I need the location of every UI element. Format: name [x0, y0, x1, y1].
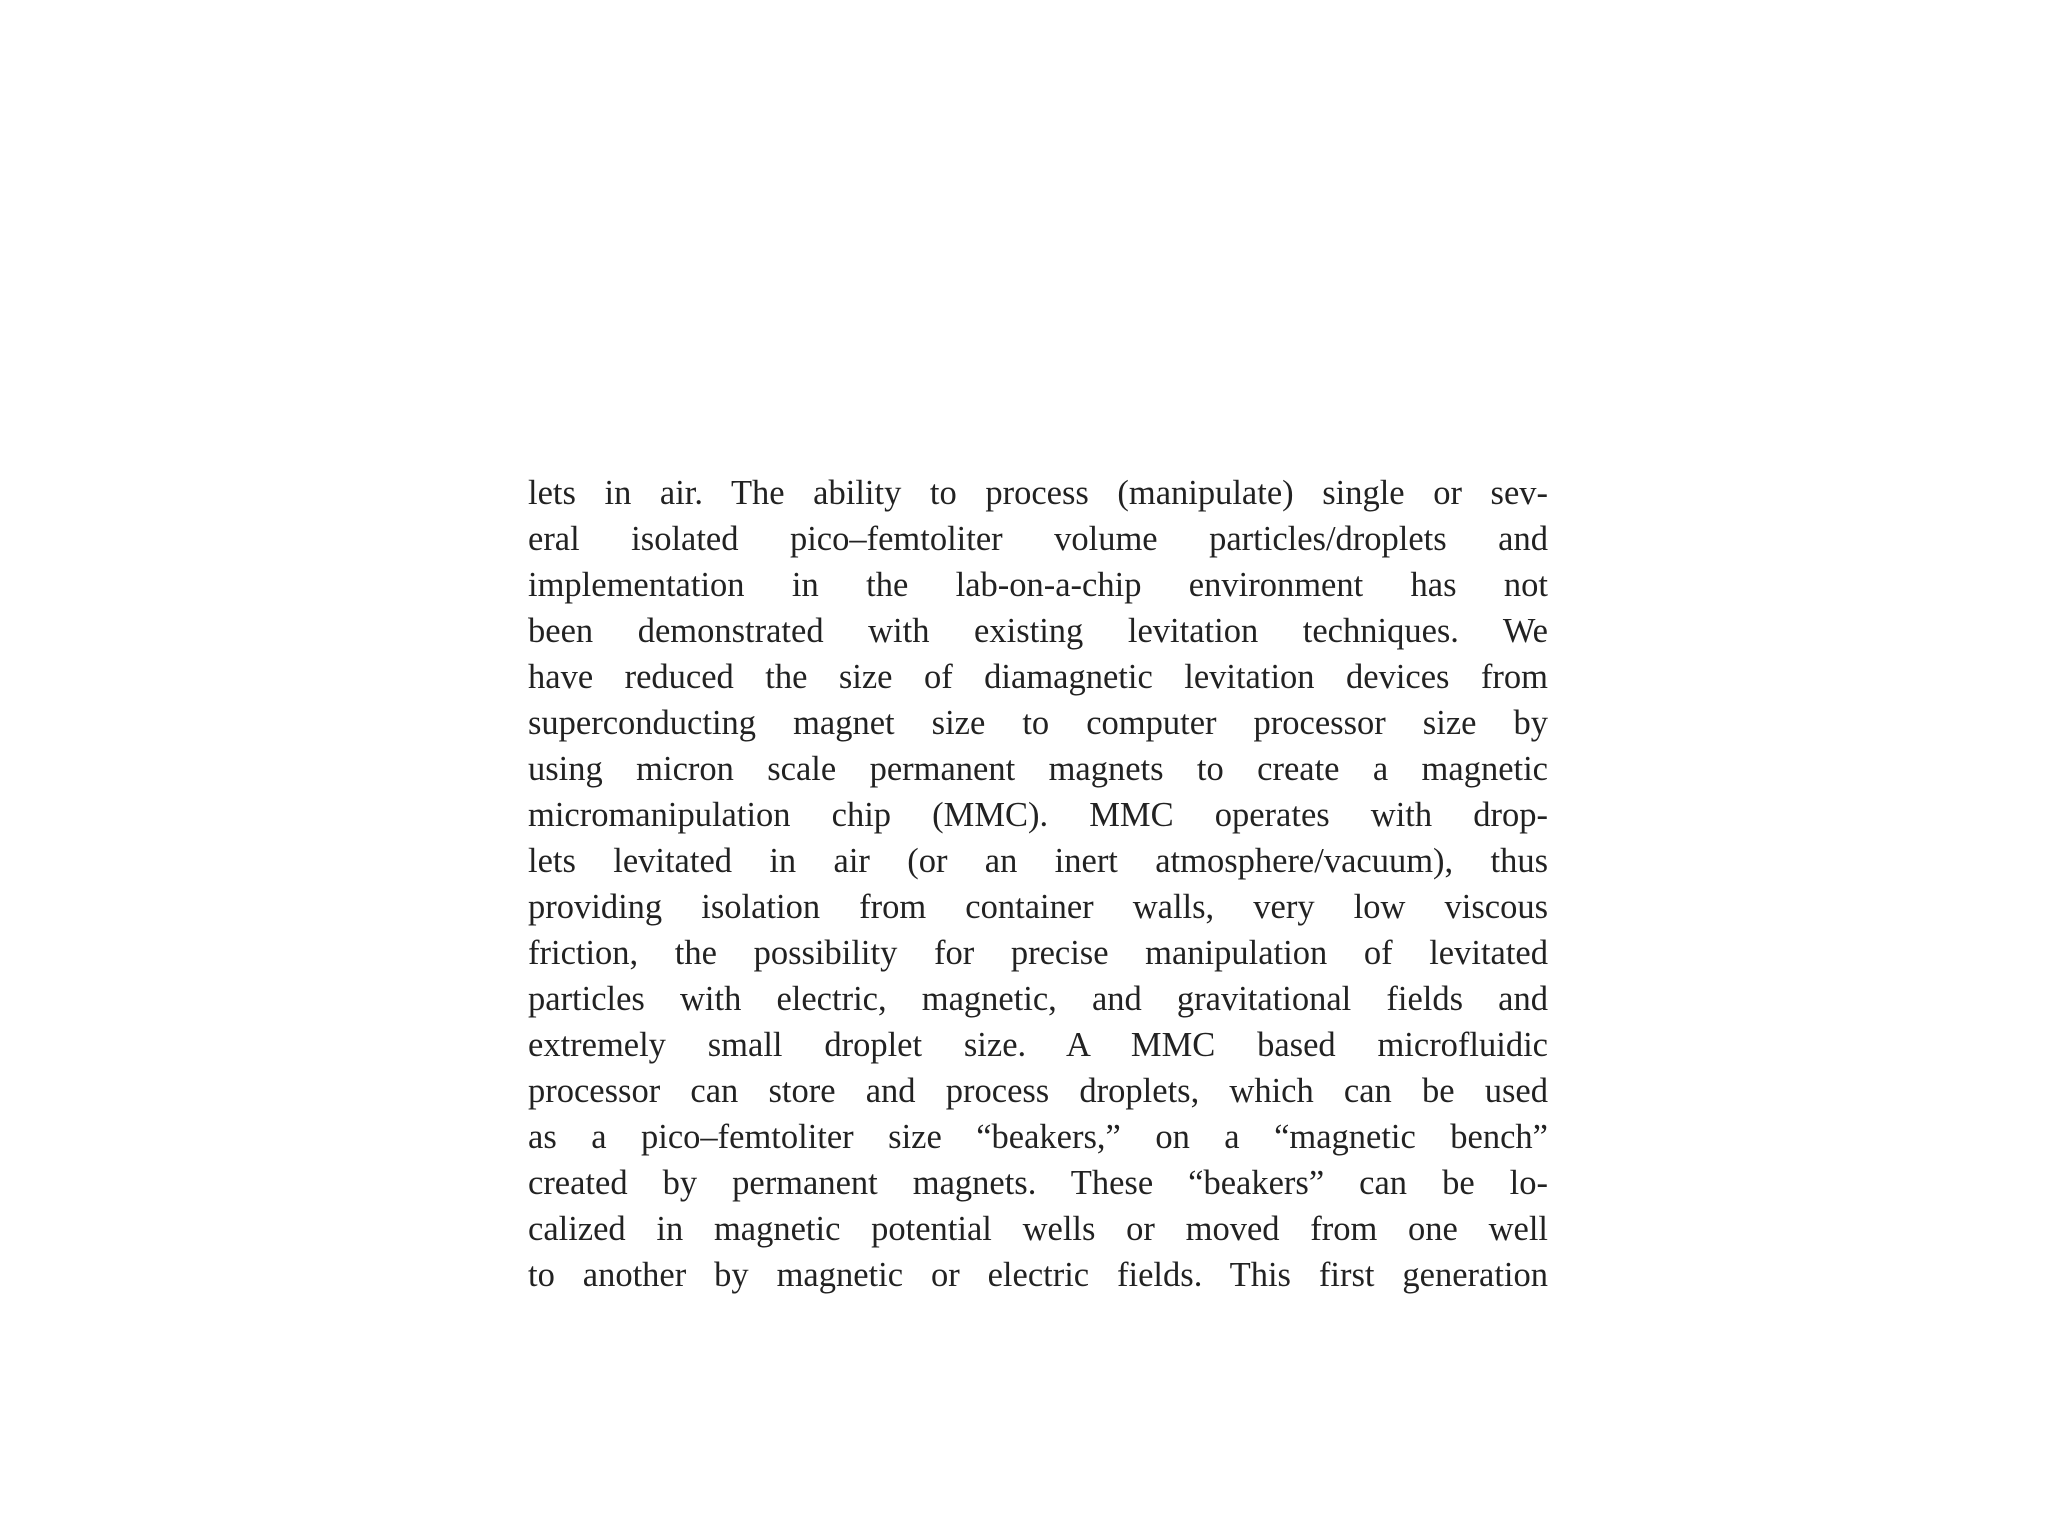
- text-line: been demonstrated with existing levitation techniques. We: [528, 612, 1548, 650]
- text-line: as a pico–femtoliter size “beakers,” on a “magnetic bench”: [528, 1118, 1548, 1156]
- body-paragraph: [528, 470, 1548, 1298]
- text-line: to another by magnetic or electric fields. This first generation: [528, 1256, 1548, 1294]
- text-line: particles with electric, magnetic, and gravitational fields and: [528, 980, 1548, 1018]
- text-line: providing isolation from container walls, very low viscous: [528, 888, 1548, 926]
- text-line: created by permanent magnets. These “beakers” can be lo-: [528, 1164, 1548, 1202]
- text-line: micromanipulation chip (MMC). MMC operates with drop-: [528, 796, 1548, 834]
- text-line: lets levitated in air (or an inert atmosphere/vacuum), thus: [528, 842, 1548, 880]
- text-line: calized in magnetic potential wells or moved from one well: [528, 1210, 1548, 1248]
- text-line: friction, the possibility for precise manipulation of levitated: [528, 934, 1548, 972]
- text-line: implementation in the lab-on-a-chip environment has not: [528, 566, 1548, 604]
- text-line: lets in air. The ability to process (manipulate) single or sev-: [528, 474, 1548, 512]
- text-line: superconducting magnet size to computer processor size by: [528, 704, 1548, 742]
- text-line: processor can store and process droplets, which can be used: [528, 1072, 1548, 1110]
- text-line: eral isolated pico–femtoliter volume particles/droplets and: [528, 520, 1548, 558]
- text-line: using micron scale permanent magnets to create a magnetic: [528, 750, 1548, 788]
- text-line: have reduced the size of diamagnetic levitation devices from: [528, 658, 1548, 696]
- text-line: extremely small droplet size. A MMC based microfluidic: [528, 1026, 1548, 1064]
